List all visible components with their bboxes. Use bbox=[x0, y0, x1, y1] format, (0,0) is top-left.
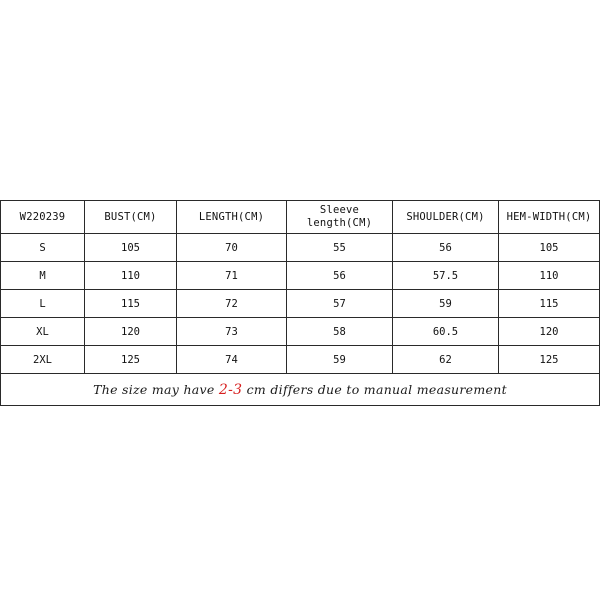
sleeve-length-cell: 56 bbox=[287, 262, 393, 290]
size-chart-body bbox=[1, 201, 600, 406]
header-cell-hem-width: HEM-WIDTH(CM) bbox=[499, 201, 600, 234]
length-cell: 74 bbox=[177, 346, 287, 374]
length-cell: 72 bbox=[177, 290, 287, 318]
size-cell: 2XL bbox=[1, 346, 85, 374]
length-cell: 70 bbox=[177, 234, 287, 262]
shoulder-cell: 62 bbox=[393, 346, 499, 374]
note-prefix: The size may have bbox=[93, 381, 219, 397]
header-cell-shoulder: SHOULDER(CM) bbox=[393, 201, 499, 234]
header-row bbox=[1, 201, 600, 234]
length-cell: 71 bbox=[177, 262, 287, 290]
table-row bbox=[1, 318, 600, 346]
hem-width-cell: 110 bbox=[499, 262, 600, 290]
sleeve-length-cell: 59 bbox=[287, 346, 393, 374]
shoulder-cell: 59 bbox=[393, 290, 499, 318]
header-cell-sleeve-length: Sleeve length(CM) bbox=[287, 201, 393, 234]
size-chart-table bbox=[0, 200, 600, 406]
size-cell: L bbox=[1, 290, 85, 318]
bust-cell: 125 bbox=[85, 346, 177, 374]
bust-cell: 105 bbox=[85, 234, 177, 262]
bust-cell: 110 bbox=[85, 262, 177, 290]
note-suffix: cm differs due to manual measurement bbox=[242, 381, 507, 397]
hem-width-cell: 125 bbox=[499, 346, 600, 374]
header-cell-length: LENGTH(CM) bbox=[177, 201, 287, 234]
size-cell: XL bbox=[1, 318, 85, 346]
note-row bbox=[1, 374, 600, 406]
hem-width-cell: 120 bbox=[499, 318, 600, 346]
shoulder-cell: 57.5 bbox=[393, 262, 499, 290]
hem-width-cell: 105 bbox=[499, 234, 600, 262]
hem-width-cell: 115 bbox=[499, 290, 600, 318]
note-highlight-range: 2-3 bbox=[218, 381, 243, 398]
table-row bbox=[1, 346, 600, 374]
measurement-note bbox=[1, 374, 600, 406]
shoulder-cell: 60.5 bbox=[393, 318, 499, 346]
sleeve-length-cell: 55 bbox=[287, 234, 393, 262]
size-cell: M bbox=[1, 262, 85, 290]
sleeve-length-cell: 58 bbox=[287, 318, 393, 346]
length-cell: 73 bbox=[177, 318, 287, 346]
table-row bbox=[1, 290, 600, 318]
bust-cell: 120 bbox=[85, 318, 177, 346]
table-row bbox=[1, 234, 600, 262]
header-cell-bust: BUST(CM) bbox=[85, 201, 177, 234]
header-cell-style-code: W220239 bbox=[1, 201, 85, 234]
shoulder-cell: 56 bbox=[393, 234, 499, 262]
bust-cell: 115 bbox=[85, 290, 177, 318]
size-cell: S bbox=[1, 234, 85, 262]
sleeve-length-cell: 57 bbox=[287, 290, 393, 318]
table-row bbox=[1, 262, 600, 290]
